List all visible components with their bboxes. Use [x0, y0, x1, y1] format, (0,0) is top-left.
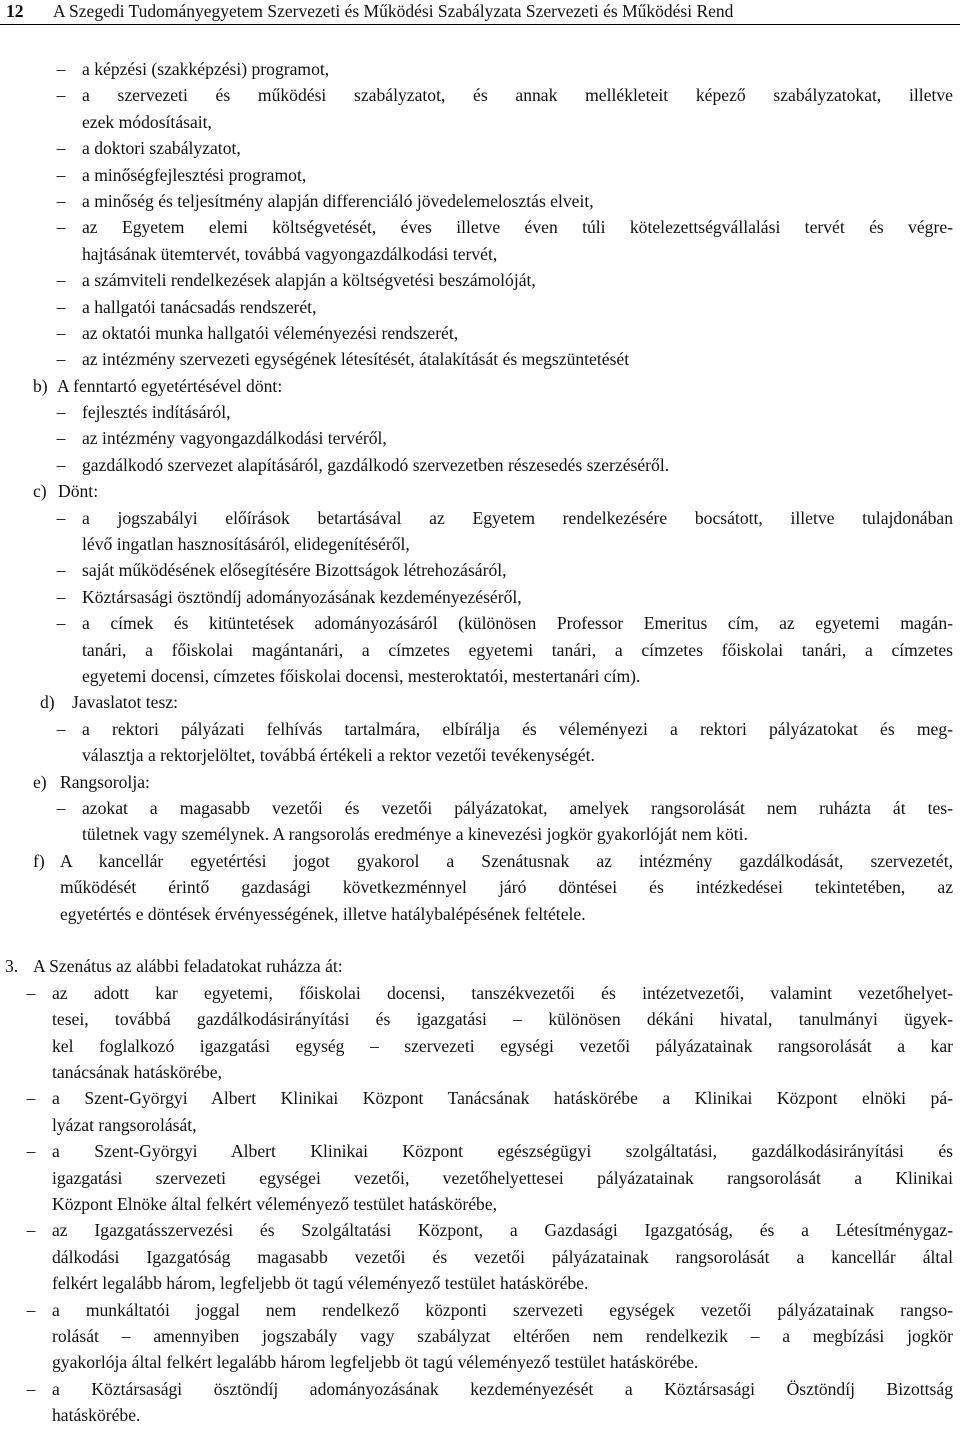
section-heading — [0, 769, 960, 795]
list-item-line — [0, 135, 960, 161]
list-item-text: a számviteli rendelkezések alapján a költségvetési beszámolóját, — [82, 270, 536, 291]
list-item-line — [0, 1191, 960, 1217]
section-label: e) — [33, 771, 47, 792]
bullet-dash: – — [56, 560, 66, 581]
list-item-text: a Szent-Györgyi Albert Klinikai Központ Tanácsának hatáskörébe a Klinikai Központ elnöki pá- — [52, 1088, 953, 1109]
list-item-line — [0, 821, 960, 847]
list-item-line — [0, 742, 960, 768]
list-item-line — [0, 267, 960, 293]
bullet-dash: – — [56, 190, 66, 211]
list-item-text: az Igazgatásszervezési és Szolgáltatási Központ, a Gazdasági Igazgatóság, és a Létesítménygaz- — [52, 1220, 953, 1241]
list-item-text: a Köztársasági ösztöndíj adományozásának kezdeményezését a Köztársasági Ösztöndíj Bizottság — [52, 1378, 953, 1399]
list-item-text: azokat a magasabb vezetői és vezetői pályázatokat, amelyek rangsorolását nem ruházta át tes- — [82, 797, 953, 818]
list-item-text: gazdálkodó szervezet alapításáról, gazdálkodó szervezetben részesedés szerzéséről. — [82, 454, 670, 475]
bullet-dash: – — [56, 586, 66, 607]
list-item-text: tanári, a főiskolai magántanári, a címzetes egyetemi tanári, a címzetes főiskolai tanári, a címzetes — [82, 639, 953, 660]
list-item-line — [0, 505, 960, 531]
section-heading — [0, 953, 960, 979]
list-item-line — [0, 1349, 960, 1375]
section-heading-text: Dönt: — [58, 481, 99, 502]
section-heading-text: A fenntartó egyetértésével dönt: — [57, 375, 283, 396]
page-header — [0, 0, 960, 25]
section-label: d) — [40, 692, 55, 713]
section-label: c) — [33, 481, 47, 502]
list-item-text: rolását – amennyiben jogszabály vagy szabályzat eltérően nem rendelkezik – a megbízási jogkör — [52, 1325, 953, 1346]
paragraph-line — [0, 874, 960, 900]
bullet-dash: – — [26, 982, 36, 1003]
bullet-dash: – — [56, 349, 66, 370]
list-item-line — [0, 716, 960, 742]
bullet-dash: – — [56, 164, 66, 185]
list-item-text: a rektori pályázati felhívás tartalmára, elbírálja és véleményezi a rektori pályázatokat és meg- — [82, 718, 953, 739]
list-item-line — [0, 320, 960, 346]
list-item-line — [0, 1402, 960, 1428]
list-item-text: gyakorlója által felkért legalább három legfeljebb öt tagú véleményező testület hatáskörébe. — [52, 1352, 699, 1373]
bullet-dash: – — [56, 296, 66, 317]
list-item-line — [0, 1244, 960, 1270]
list-item-line — [0, 584, 960, 610]
list-item-text: ezek módosításait, — [82, 111, 212, 132]
paragraph-text: A kancellár egyetértési jogot gyakorol a Szenátusnak az intézmény gazdálkodását, szervezetét, — [60, 850, 953, 871]
list-item-line — [0, 1085, 960, 1111]
list-item-line — [0, 399, 960, 425]
list-item-line — [0, 162, 960, 188]
list-item-text: a hallgatói tanácsadás rendszerét, — [82, 296, 317, 317]
list-item-line — [0, 1217, 960, 1243]
paragraph-line — [0, 901, 960, 927]
bullet-dash: – — [56, 613, 66, 634]
bullet-dash: – — [56, 797, 66, 818]
bullet-dash: – — [26, 1299, 36, 1320]
bullet-dash: – — [56, 85, 66, 106]
list-item-line — [0, 795, 960, 821]
list-item-text: tesei, továbbá gazdálkodásirányítási és igazgatási – különösen dékáni hivatal, tanulmányi ügyek- — [52, 1009, 953, 1030]
list-item-text: tanácsának hatáskörébe, — [52, 1062, 222, 1083]
running-title: A Szegedi Tudományegyetem Szervezeti és Működési Szabályzata Szervezeti és Működési Rend — [53, 1, 734, 21]
list-item-text: saját működésének elősegítésére Bizottságok létrehozásáról, — [82, 560, 507, 581]
list-item-text: lévő ingatlan hasznosításáról, elidegenítéséről, — [82, 534, 410, 555]
bullet-dash: – — [56, 428, 66, 449]
list-item-line — [0, 1138, 960, 1164]
list-item-text: egyetemi docensi, címzetes főiskolai docensi, mesteroktatói, mestertanári cím). — [82, 665, 641, 686]
list-item-line — [0, 1323, 960, 1349]
section-heading-text: A Szenátus az alábbi feladatokat ruházza át: — [33, 956, 343, 977]
list-item-text: Köztársasági ösztöndíj adományozásának kezdeményezéséről, — [82, 586, 522, 607]
bullet-dash: – — [56, 718, 66, 739]
list-item-text: választja a rektorjelöltet, továbbá értékeli a rektor vezetői tevékenységét. — [82, 745, 595, 766]
list-item-line — [0, 1297, 960, 1323]
list-item-text: az intézmény szervezeti egységének létesítését, átalakítását és megszüntetését — [82, 349, 630, 370]
bullet-dash: – — [26, 1220, 36, 1241]
list-item-line — [0, 452, 960, 478]
section-heading — [0, 373, 960, 399]
list-item-line — [0, 82, 960, 108]
list-item-line — [0, 1006, 960, 1032]
list-item-text: igazgatási szervezeti egységei vezetői, vezetőhelyettesei pályázatainak rangsorolását a Klinikai — [52, 1167, 953, 1188]
list-item-line — [0, 1059, 960, 1085]
list-item-text: a képzési (szakképzési) programot, — [82, 59, 330, 79]
bullet-dash: – — [56, 217, 66, 238]
document-body — [0, 56, 960, 1429]
list-item-text: a Szent-Györgyi Albert Klinikai Központ egészségügyi szolgáltatási, gazdálkodásirányítási és — [52, 1141, 953, 1162]
bullet-dash: – — [56, 322, 66, 343]
section-label: b) — [33, 375, 48, 396]
list-item-line — [0, 1165, 960, 1191]
list-item-text: a minőség és teljesítmény alapján differenciáló jövedelemelosztás elveit, — [82, 190, 594, 211]
list-item-text: a munkáltatói joggal nem rendelkező központi szervezeti egységek vezetői pályázatainak rangso- — [52, 1299, 953, 1320]
section-gap — [0, 927, 960, 954]
list-item-text: kel foglalkozó igazgatási egység – szervezeti egységi vezetői pályázatainak rangsorolását a kar — [52, 1035, 953, 1056]
list-item-line — [0, 1270, 960, 1296]
paragraph-text: egyetértés e döntések érvényességének, illetve hatálybalépésének feltétele. — [60, 903, 586, 924]
list-item-text: felkért legalább három, legfeljebb öt tagú véleményező testület hatáskörébe. — [52, 1273, 589, 1294]
section-heading — [0, 689, 960, 715]
paragraph-text: működését érintő gazdasági következménnyel járó döntései és intézkedései tekintetében, az — [60, 877, 953, 898]
bullet-dash: – — [56, 138, 66, 159]
list-item-line — [0, 241, 960, 267]
list-item-text: a címek és kitüntetések adományozásáról (különösen Professor Emeritus cím, az egyetemi magán- — [82, 613, 953, 634]
list-item-text: a doktori szabályzatot, — [82, 138, 241, 159]
list-item-line — [0, 1112, 960, 1138]
list-item-text: dálkodási Igazgatóság magasabb vezetői és vezetői pályázatainak rangsorolását a kancellár által — [52, 1246, 953, 1267]
list-item-text: az intézmény vagyongazdálkodási tervéről, — [82, 428, 387, 449]
list-item-text: lyázat rangsorolását, — [52, 1114, 197, 1135]
list-item-line — [0, 531, 960, 557]
list-item-text: az Egyetem elemi költségvetését, éves illetve éven túli kötelezettségvállalási tervét és végre- — [82, 217, 953, 238]
list-item-line — [0, 425, 960, 451]
list-item-text: a jogszabályi előírások betartásával az Egyetem rendelkezésére bocsátott, illetve tulajdonában — [82, 507, 953, 528]
page-number: 12 — [6, 1, 24, 21]
section-label: 3. — [5, 956, 19, 977]
section-heading-text: Rangsorolja: — [60, 771, 150, 792]
section-label: f) — [33, 850, 45, 871]
bullet-dash: – — [26, 1378, 36, 1399]
list-item-text: hatáskörébe. — [52, 1405, 141, 1426]
list-item-text: a minőségfejlesztési programot, — [82, 164, 307, 185]
list-item-text: a szervezeti és működési szabályzatot, és annak mellékleteit képező szabályzatokat, illetve — [82, 85, 953, 106]
list-item-line — [0, 294, 960, 320]
list-item-line — [0, 663, 960, 689]
list-item-line — [0, 214, 960, 240]
list-item-line — [0, 980, 960, 1006]
list-item-text: Központ Elnöke által felkért véleményező testület hatáskörébe, — [52, 1194, 498, 1214]
list-item-line — [0, 1376, 960, 1402]
list-item-line — [0, 1033, 960, 1059]
list-item-text: az oktatói munka hallgatói véleményezési rendszerét, — [82, 322, 459, 343]
list-item-line — [0, 346, 960, 372]
list-item-line — [0, 109, 960, 135]
bullet-dash: – — [56, 59, 66, 79]
paragraph-line — [0, 848, 960, 874]
list-item-line — [0, 610, 960, 636]
list-item-line — [0, 557, 960, 583]
list-item-text: fejlesztés indításáról, — [82, 402, 231, 423]
list-item-line — [0, 188, 960, 214]
bullet-dash: – — [56, 454, 66, 475]
bullet-dash: – — [56, 507, 66, 528]
list-item-text: tületnek vagy személynek. A rangsorolás eredménye a kinevezési jogkör gyakorlóját nem köti. — [82, 824, 748, 845]
list-item-line — [0, 637, 960, 663]
list-item-text: hajtásának ütemtervét, továbbá vagyongazdálkodási tervét, — [82, 243, 498, 264]
bullet-dash: – — [26, 1141, 36, 1162]
section-heading-text: Javaslatot tesz: — [72, 692, 179, 713]
bullet-dash: – — [56, 402, 66, 423]
section-heading — [0, 478, 960, 504]
list-item-text: az adott kar egyetemi, főiskolai docensi, tanszékvezetői és intézetvezetői, valamint vezetőhelyet- — [52, 982, 953, 1003]
list-item-line — [0, 56, 960, 82]
bullet-dash: – — [26, 1088, 36, 1109]
bullet-dash: – — [56, 270, 66, 291]
